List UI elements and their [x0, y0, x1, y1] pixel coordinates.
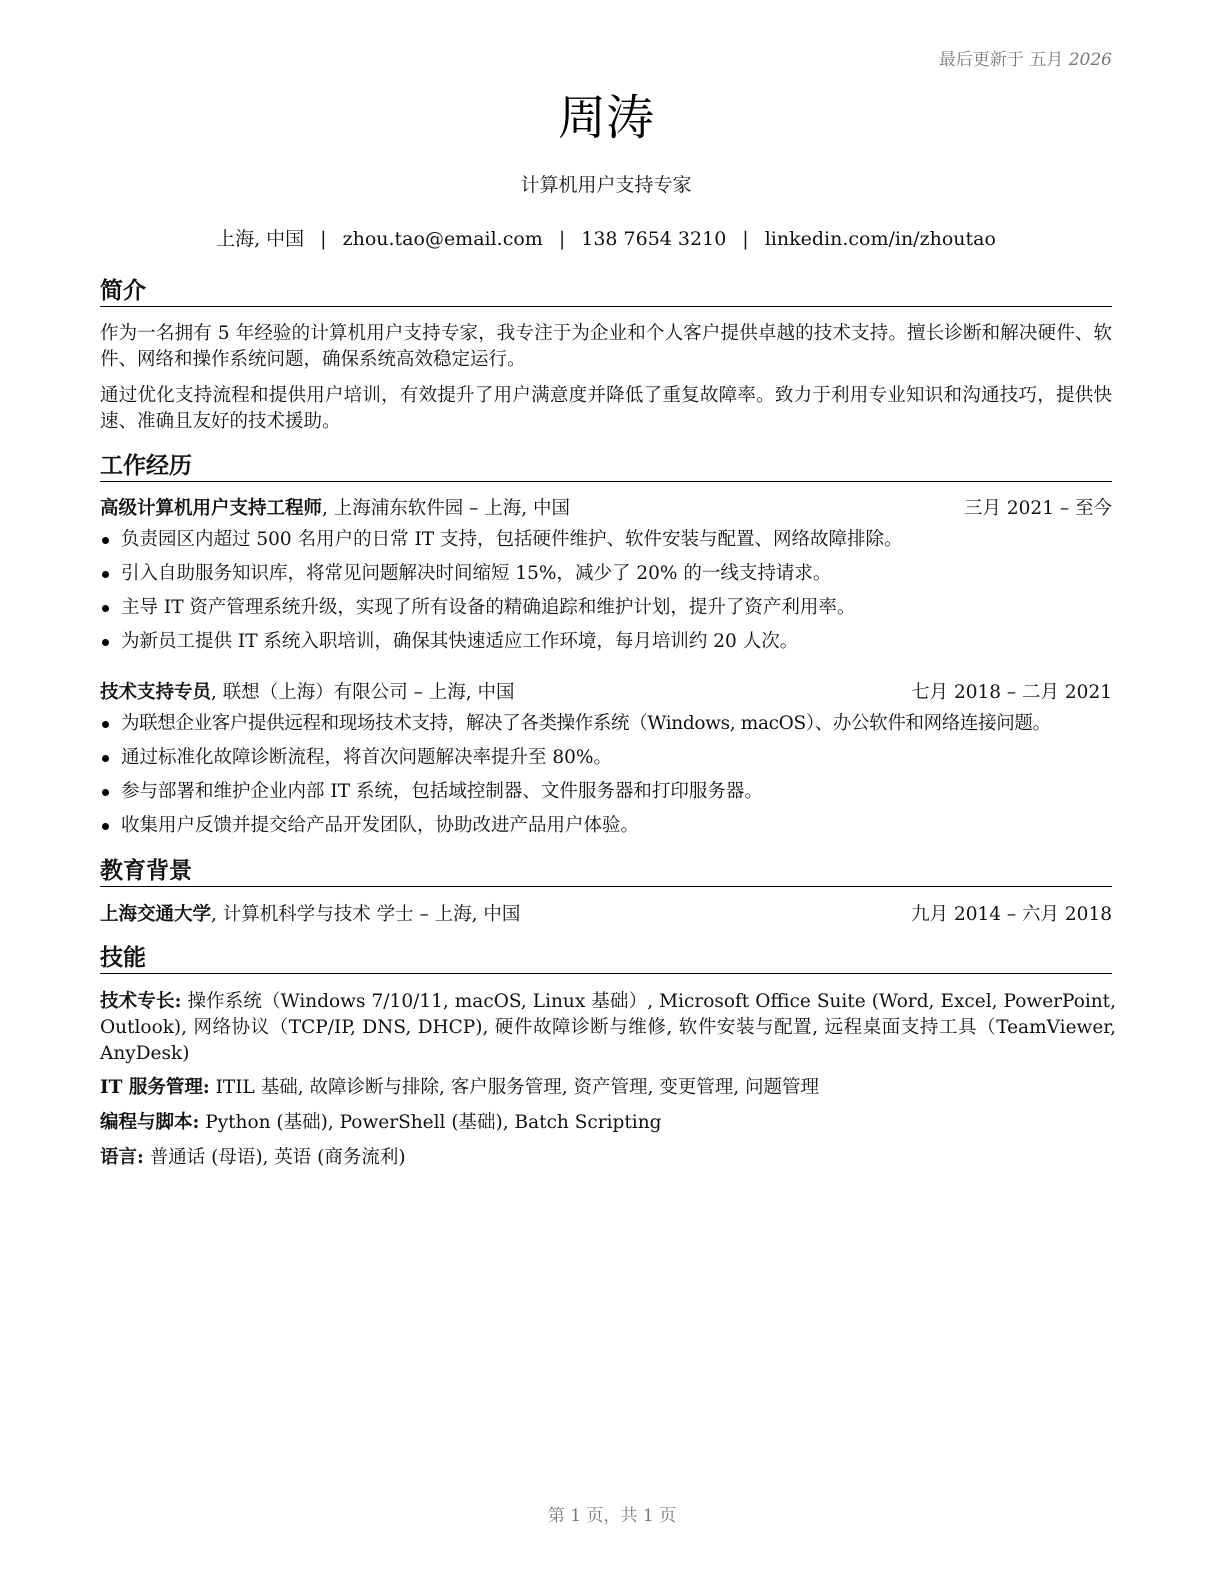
skill-label: 编程与脚本: — [100, 1112, 200, 1133]
contact-separator: | — [320, 228, 327, 250]
job-bullet: 负责园区内超过 500 名用户的日常 IT 支持，包括硬件维护、软件安装与配置、网络故障排除。 — [100, 527, 1112, 561]
last-updated — [939, 45, 1112, 70]
job-bullet-list — [100, 527, 1112, 663]
job-bullet: 为新员工提供 IT 系统入职培训，确保其快速适应工作环境，每月培训约 20 人次。 — [100, 629, 1112, 663]
section-title-education: 教育背景 — [100, 856, 1112, 887]
job-bullet: 主导 IT 资产管理系统升级，实现了所有设备的精确追踪和维护计划，提升了资产利用率。 — [100, 595, 1112, 629]
skill-label: 技术专长: — [100, 991, 182, 1012]
skill-text: 普通话 (母语), 英语 (商务流利) — [143, 1147, 406, 1168]
job-bullet: 引入自助服务知识库，将常见问题解决时间缩短 15%，减少了 20% 的一线支持请求。 — [100, 561, 1112, 595]
skill-text: 操作系统（Windows 7/10/11, macOS, Linux 基础）, Microsoft Office Suite (Word, Excel, PowerPoint, Outlook), 网络协议（TCP/IP, DNS, DHCP), 硬件故障诊断与维修, 软件安装与配置, 远程桌面支持工具（TeamViewer, AnyDesk) — [100, 991, 1116, 1064]
job-header — [100, 496, 1112, 522]
job-bullet: 参与部署和维护企业内部 IT 系统，包括域控制器、文件服务器和打印服务器。 — [100, 779, 1112, 813]
job-bullet: 通过标准化故障诊断流程，将首次问题解决率提升至 80%。 — [100, 745, 1112, 779]
education-entry — [100, 902, 1112, 928]
skill-text: Python (基础), PowerShell (基础), Batch Scripting — [199, 1112, 662, 1133]
job-bullet: 为联想企业客户提供远程和现场技术支持，解决了各类操作系统（Windows, macOS）、办公软件和网络连接问题。 — [100, 711, 1112, 745]
job-bullet-list — [100, 711, 1112, 847]
summary-paragraph-1: 作为一名拥有 5 年经验的计算机用户支持专家，我专注于为企业和个人客户提供卓越的技术支持。擅长诊断和解决硬件、软件、网络和操作系统问题，确保系统高效稳定运行。 — [100, 323, 1112, 370]
education-school: 上海交通大学 — [100, 904, 212, 925]
candidate-name: 周涛 — [557, 90, 654, 146]
contact-linkedin[interactable]: linkedin.com/in/zhoutao — [764, 228, 996, 250]
page-number: 第 1 页，共 1 页 — [547, 1506, 677, 1526]
skill-line — [100, 1075, 1116, 1101]
skill-line — [100, 1110, 1116, 1136]
skill-label: 语言: — [100, 1147, 144, 1168]
job-bullet: 收集用户反馈并提交给产品开发团队，协助改进产品用户体验。 — [100, 813, 1112, 847]
contact-separator: | — [558, 228, 566, 250]
resume-page — [100, 0, 1116, 1584]
last-updated-year: 2026 — [1068, 50, 1112, 70]
contact-location: 上海, 中国 — [216, 228, 305, 250]
skill-text: ITIL 基础, 故障诊断与排除, 客户服务管理, 资产管理, 变更管理, 问题管理 — [209, 1077, 820, 1098]
section-title-skills: 技能 — [100, 943, 1112, 974]
last-updated-label: 最后更新于 五月 — [938, 50, 1064, 70]
contact-line — [100, 224, 1112, 251]
job-dates: 三月 2021 – 至今 — [964, 498, 1112, 519]
job-organization: , 上海浦东软件园 – 上海, 中国 — [322, 498, 571, 519]
job-header — [100, 680, 1112, 706]
skill-label: IT 服务管理: — [100, 1077, 210, 1098]
job-organization: , 联想（上海）有限公司 – 上海, 中国 — [211, 682, 515, 703]
job-dates: 七月 2018 – 二月 2021 — [911, 682, 1112, 703]
candidate-role: 计算机用户支持专家 — [520, 174, 692, 196]
summary-paragraph-2: 通过优化支持流程和提供用户培训，有效提升了用户满意度并降低了重复故障率。致力于利用专业知识和沟通技巧，提供快速、准确且友好的技术援助。 — [100, 385, 1112, 432]
contact-separator: | — [742, 228, 749, 250]
job-position: 技术支持专员 — [100, 682, 212, 703]
contact-phone: 138 7654 3210 — [581, 228, 727, 250]
section-title-experience: 工作经历 — [100, 451, 1112, 482]
skill-line — [100, 989, 1116, 1067]
education-detail: , 计算机科学与技术 学士 – 上海, 中国 — [211, 904, 521, 925]
section-title-summary: 简介 — [100, 276, 1112, 307]
education-dates: 九月 2014 – 六月 2018 — [911, 904, 1112, 925]
skill-line — [100, 1145, 1116, 1171]
contact-email[interactable]: zhou.tao@email.com — [342, 228, 543, 250]
job-position: 高级计算机用户支持工程师 — [100, 498, 323, 519]
